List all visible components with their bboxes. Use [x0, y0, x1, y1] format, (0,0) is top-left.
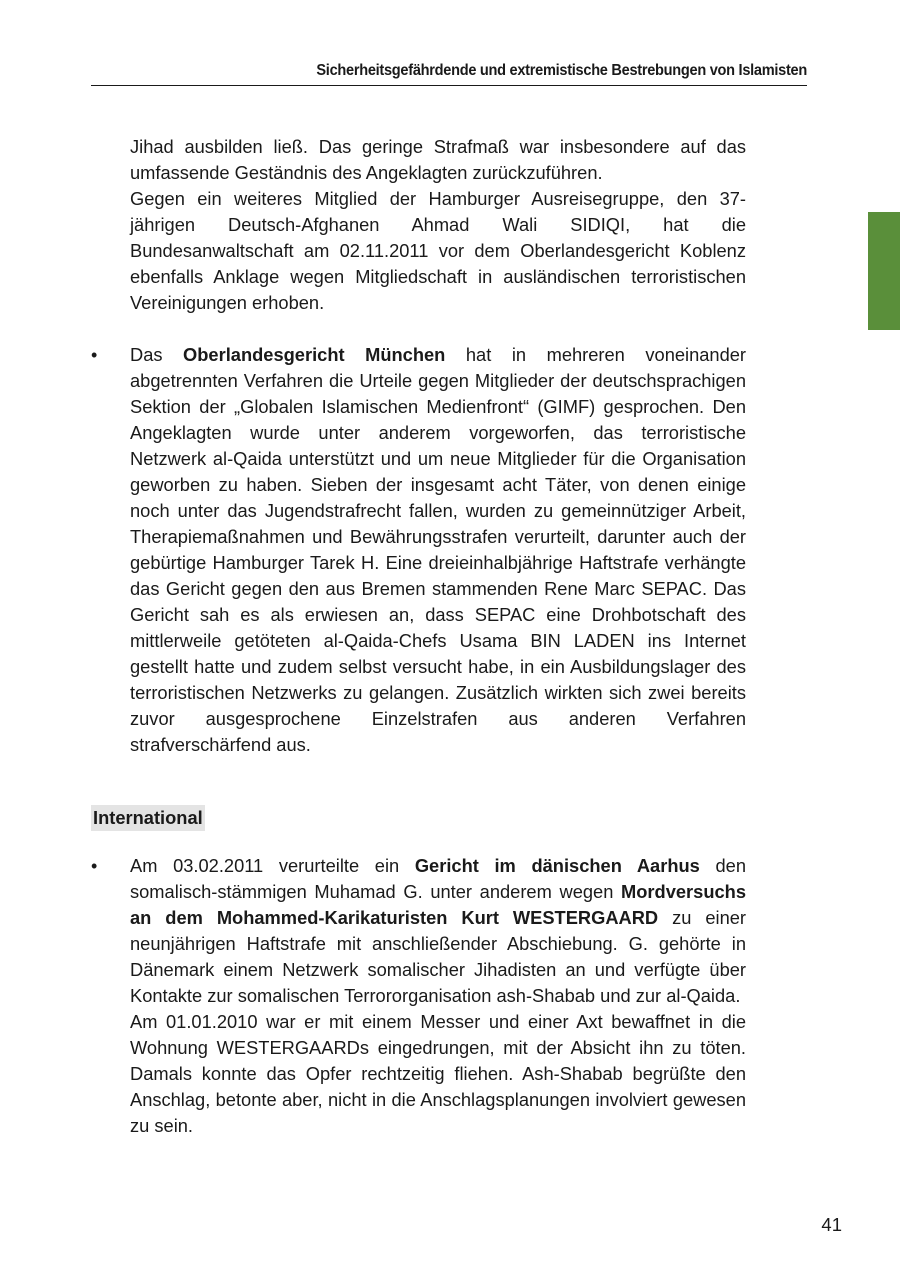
bullet-paragraph	[130, 853, 746, 1009]
court-name-emphasis: Gericht im dänischen Aarhus	[414, 855, 700, 876]
bullet-body: hat in mehreren voneinander abgetrennten Verfahren die Urteile gegen Mitglieder der deutschsprachigen Sektion der „Globalen Islamischen Medienfront“ (GIMF) gesprochen. Den Angeklagten wurde unter anderem vorgeworfen, das terroristische Netzwerk al-Qaida unterstützt und um neue Mitglieder für die Organisation geworben zu haben. Sieben der insgesamt acht Täter, von denen einige noch unter das Jugendstrafrecht fallen, wurden zu gemeinnütziger Arbeit, Therapiemaßnahmen und Bewährungsstrafen verurteilt, darunter auch der gebürtige Hamburger Tarek H. Eine dreieinhalbjährige Haftstrafe verhängte das Gericht gegen den aus Bremen stammenden Rene Marc SEPAC. Das Gericht sah es als erwiesen an, dass SEPAC eine Drohbotschaft des mittlerweile getöteten al-Qaida-Chefs Usama BIN LADEN ins Internet gestellt hatte und zudem selbst versucht habe, in ein Ausbildungslager des terroristischen Netzwerks zu gelangen. Zusätzlich wirkten sich zwei bereits zuvor ausgesprochene Einzelstrafen aus anderen Verfahren strafverschärfend aus.	[130, 344, 747, 755]
bullet-marker-1: •	[91, 345, 98, 365]
section-heading: International	[91, 805, 205, 831]
bullet-marker-2: •	[91, 856, 98, 876]
intro-paragraph-1: Jihad ausbilden ließ. Das geringe Strafmaß war insbesondere auf das umfassende Geständnis des Angeklagten zurückzuführen.	[130, 136, 746, 183]
page-number: 41	[821, 1214, 842, 1235]
header-rule	[91, 85, 807, 86]
court-name-emphasis: Oberlandesgericht München	[183, 344, 446, 365]
running-header: Sicherheitsgefährdende und extremistische Bestrebungen von Islamisten	[316, 62, 807, 79]
bullet-paragraph	[130, 342, 746, 758]
bullet-body-continued: zu einer neunjährigen Haftstrafe mit anschließender Abschiebung. G. gehörte in Dänemark einem Netzwerk somalischer Jihadisten an und verfügte über Kontakte zur somalischen Terrororganisation ash-Shabab und zur al-Qaida.	[130, 907, 747, 1006]
chapter-color-tab	[868, 212, 900, 330]
bullet-body: den somalisch-stämmigen Muhamad G. unter anderem wegen	[130, 855, 746, 902]
bullet-item-aarhus	[130, 853, 746, 1139]
bullet-lead: Das	[130, 344, 184, 365]
intro-paragraph-2: Gegen ein weiteres Mitglied der Hamburger Ausreisegruppe, den 37-jährigen Deutsch-Afghanen Ahmad Wali SIDIQI, hat die Bundesanwaltschaft am 02.11.2011 vor dem Oberlandesgericht Koblenz ebenfalls Anklage wegen Mitgliedschaft in ausländischen terroristischen Vereinigungen erhoben.	[130, 188, 746, 313]
bullet-item-munich	[130, 342, 746, 758]
intro-block	[130, 134, 746, 316]
bullet-lead: Am 03.02.2011 verurteilte ein	[130, 855, 415, 876]
charge-emphasis: Mordversuchs an dem Mohammed-Karikaturisten Kurt WESTERGAARD	[130, 881, 746, 928]
bullet-paragraph-2: Am 01.01.2010 war er mit einem Messer und einer Axt bewaffnet in die Wohnung WESTERGAARDs eingedrungen, mit der Absicht ihn zu töten. Damals konnte das Opfer rechtzeitig fliehen. Ash-Shabab begrüßte den Anschlag, betonte aber, nicht in die Anschlagsplanungen involviert gewesen zu sein.	[130, 1011, 746, 1136]
